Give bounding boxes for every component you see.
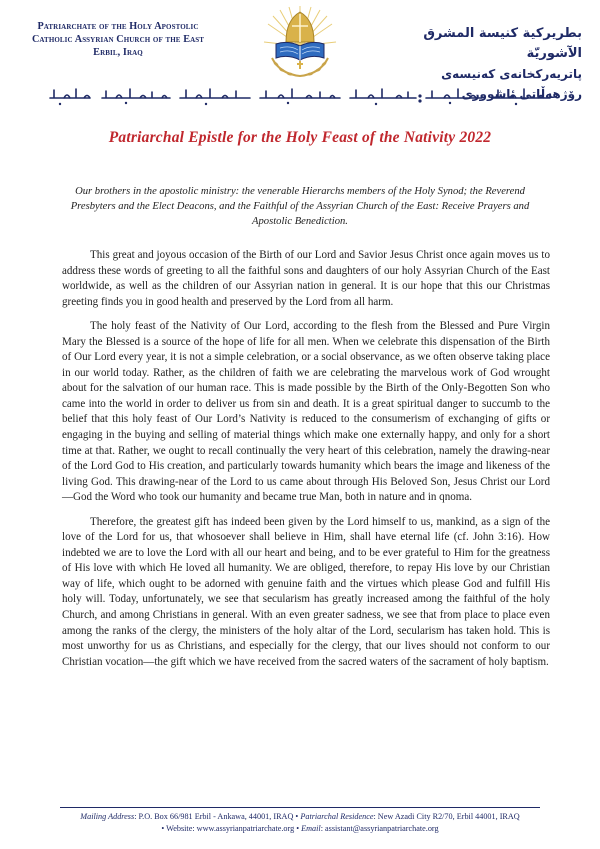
- footer-contact: [40, 811, 560, 835]
- email-label: Email: [301, 824, 321, 833]
- residence-label: Patriarchal Residence: [300, 812, 374, 821]
- email-link[interactable]: : assistant@assyrianpatriarchate.org: [320, 824, 439, 833]
- footer-line-1: [40, 811, 560, 823]
- footer-line-2: [40, 823, 560, 835]
- website-link[interactable]: : www.assyrianpatriarchate.org •: [192, 824, 302, 833]
- patriarchate-seal-logo: [262, 2, 338, 80]
- epistle-title: Patriarchal Epistle for the Holy Feast of the Nativity 2022: [108, 129, 492, 146]
- header-line-3: Erbil, Iraq: [93, 47, 143, 58]
- paragraph-1: This great and joyous occasion of the Birth of our Lord and Savior Jesus Christ once again moves us to address these words of greeting to all the faithful sons and daughters of our holy Assyrian Church of the East worldwide, as well as the children of our Assyrian nation in general. It is our hope that this our Christmas greeting finds you in good health and preserved by the Lord from all harm.: [62, 249, 550, 308]
- residence-address: : New Azadi City R2/70, Erbil 44001, IRAQ: [373, 812, 520, 821]
- header-kurdish-name: پاتریەرکخانەی کەنیسەی رۆژھەڵاتی ئاشووری: [441, 67, 582, 101]
- epistle-body: [62, 248, 550, 679]
- paragraph-2: The holy feast of the Nativity of Our Lord, according to the flesh from the Blessed and Pure Virgin Mary the Blessed is a source of the hope of life for all men. When we celebrate this dispensation of the Birth of Our Lord every year, it is not a simple celebration, or a social observance, as we often observe taking place in our world today. Rather, as the children of faith we are celebrating the marvelous work of God wrought about for the salvation of our human race. This is made possible by the Birth of the Only-Begotten Son who came into the world in order to deliver us from sin and death. It is a great spiritual danger to succumb to the belief that this holy feast of Our Lord’s Nativity is reduced to the consumerism of exchanging of gifts or engaging in the buying and selling of material things which make one externally happy, and only for a short time at that. Rather, we ought to recall continually the very heart of this celebration, namely the drawing-near of the Lord God to His creation, and particularly towards humanity which bears the image and likeness of the living God. This drawing-near of the Lord to us came about through His Beloved Son, Jesus Christ our Lord—God the Word who took our humanity and became true Man, both in nature and in qnoma.: [62, 320, 550, 504]
- epistle-address: Our brothers in the apostolic ministry: the venerable Hierarchs members of the Holy Synod; the Reverend Presbyters and the Elect Deacons, and the Faithful of the Assyrian Church of the East: Receive Prayers and Apostolic Benediction.: [70, 186, 530, 227]
- mailing-address: : P.O. Box 66/981 Erbil - Ankawa, 44001, IRAQ •: [134, 812, 301, 821]
- paragraph-3: Therefore, the greatest gift has indeed been given by the Lord himself to us, mankind, as a sign of the love of the Lord for us, that whosoever shall believe in Him, shall have eternal life (cf. John 3:16). How indebted we are to love the Lord with all our heart and being, and to be ever grateful to Him for the greatness of His love with which He loved all humanity. We are obliged, therefore, to repay His love by our Christian way of life, which ought to be adorned with genuine faith and the virtues which please God and fulfill His holy will. Today, unfortunately, we see that secularism has greatly increased among the faithful of the holy Church, and among Christians in general. With an even greater sadness, we see that from place to place even among the ranks of the clergy, the ministers of the holy altar of the Lord, secularism has taken hold. This is most unworthy for us as Christians, and especially for the clergy, that our lives should not conform to our Christian vocation—the gift which we have received from the sacred waters of the sacrament of holy baptism.: [62, 515, 550, 668]
- mailing-label: Mailing Address: [80, 812, 135, 821]
- footer-divider: [60, 807, 540, 808]
- header-line-2: Catholic Assyrian Church of the East: [31, 34, 205, 45]
- header-line-1: Patriarchate of the Holy Apostolic: [37, 21, 199, 32]
- header-arabic-name: بطريركية كنيسة المشرق الآشوريّة: [423, 26, 582, 61]
- header-english-name: [18, 20, 218, 59]
- syriac-header-line: [30, 82, 570, 110]
- website-label: • Website: [161, 824, 193, 833]
